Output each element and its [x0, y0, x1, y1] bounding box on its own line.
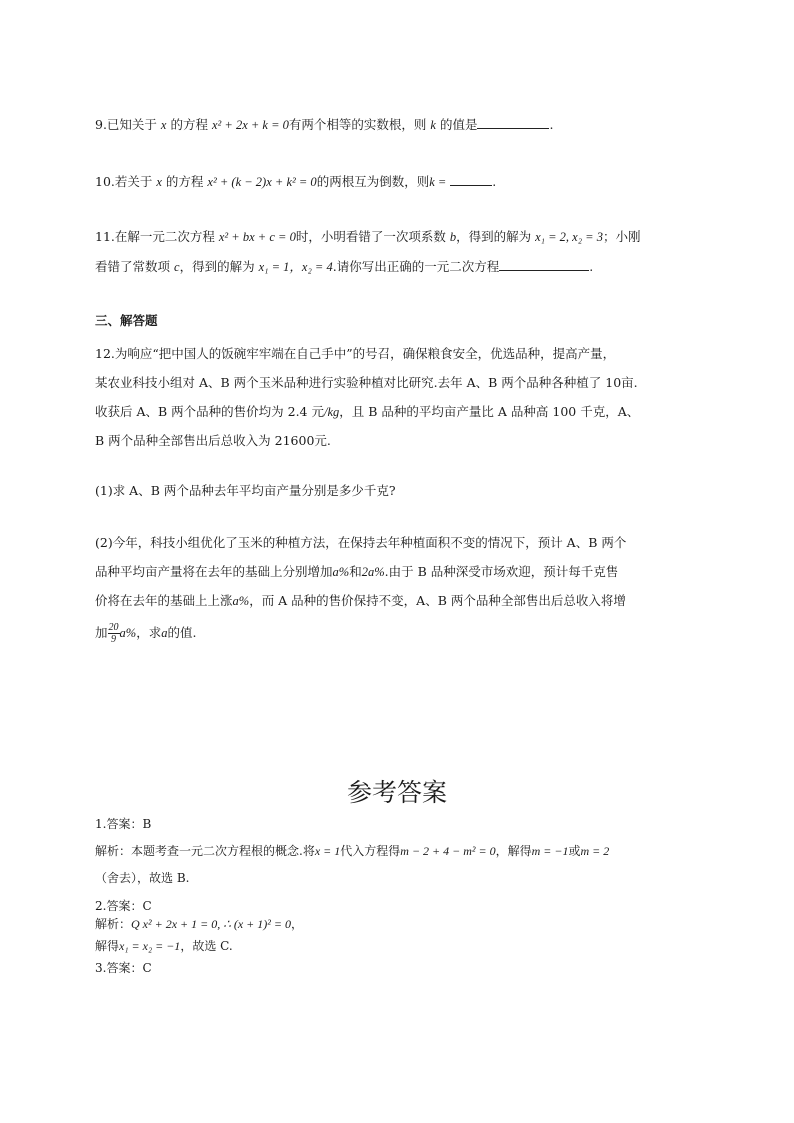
q12-line3-b: ，且 B 品种的平均亩产量比 A 品种高 100 千克，A、	[339, 404, 640, 419]
q9-mid: 的方程	[170, 117, 208, 132]
a1-expl-c: ，解得	[495, 844, 532, 858]
q10-end: .	[492, 174, 497, 189]
q10-k-eq: k =	[429, 175, 447, 189]
q11-line2-after2: .请你写出正确的一元二次方程	[332, 259, 500, 274]
a1-eq3: m = −1	[531, 844, 569, 858]
a1-expl-a: 解析：本题考查一元二次方程根的概念.将	[95, 844, 315, 858]
q12-sub2-line-3	[95, 593, 626, 609]
question-11-line-2	[95, 258, 593, 275]
q9-prefix: 9.已知关于	[95, 117, 157, 132]
q12-sub2-line-4	[95, 620, 196, 646]
q10-equation: x² + (k − 2)x + k² = 0	[207, 175, 317, 189]
q9-var-x: x	[160, 118, 167, 132]
q10-after: 的两根互为倒数，则	[316, 174, 430, 189]
q9-after: 有两个相等的实数根，则	[288, 117, 427, 132]
a1-eq1: x = 1	[314, 844, 341, 858]
answers-title: 参考答案	[346, 778, 447, 807]
q12-sub2-line-1: (2)今年，科技小组优化了玉米的种植方法，在保持去年种植面积不变的情况下，预计 A、B 两个	[95, 535, 627, 550]
q12-line-4: B 两个品种全部售出后总收入为 21600元.	[95, 433, 331, 448]
q12-line-1: 12.为响应“把中国人的饭碗牢牢端在自己手中”的号召，确保粮食安全，优选品种，提高产量，	[95, 346, 616, 361]
q12-sub2-line2-b: .由于 B 品种深受市场欢迎，预计每千克售	[384, 564, 619, 579]
a2-expl-a: 解析：	[95, 917, 132, 931]
answer-2-explanation	[95, 916, 303, 932]
q12-line-2: 某农业科技小组对 A、B 两个玉米品种进行实验种植对比研究.去年 A、B 两个品种各种植了 10亩.	[95, 375, 638, 390]
a2-expl-end: ，	[290, 917, 303, 931]
answer-2-label: 2.答案：C	[95, 899, 152, 913]
a1-eq4: m = 2	[580, 844, 610, 858]
q11-line1-end: ；小刚	[603, 229, 641, 244]
q10-answer-blank[interactable]	[450, 173, 492, 186]
q9-answer-blank[interactable]	[477, 116, 549, 129]
q11-solution-2: x₁ = 1，x₂ = 4	[258, 260, 333, 274]
q11-var-b: b	[449, 230, 457, 244]
question-9	[95, 116, 553, 133]
a2-eq2: x₁ = x₂ = −1	[119, 939, 181, 953]
q9-var-k: k	[430, 118, 436, 132]
question-11-line-1	[95, 229, 641, 245]
q11-after2: ，得到的解为	[456, 229, 532, 244]
q11-line2-text: 看错了常数项	[95, 259, 171, 274]
q12-and: 和	[349, 564, 362, 579]
q12-sub2-line4-a: 加	[95, 625, 108, 640]
q12-unit: /kg	[324, 405, 340, 419]
q9-end: .	[549, 117, 554, 132]
q12-sub2-line4-b: ，求	[136, 625, 162, 640]
q12-2a-pct: 2a%	[361, 565, 385, 579]
a2-expl2-b: ，故选 C.	[180, 939, 233, 953]
section-heading: 三、解答题	[95, 313, 158, 328]
answer-3-label: 3.答案：C	[95, 961, 152, 975]
q10-prefix: 10.若关于	[95, 174, 153, 189]
q10-var-x: x	[156, 175, 162, 189]
fraction-20-over-9	[108, 622, 120, 645]
q12-line-3	[95, 404, 639, 420]
q11-equation: x² + bx + c = 0	[218, 230, 296, 244]
q11-solution-1: x₁ = 2, x₂ = 3	[535, 230, 603, 244]
q12-sub2-line3-b: ，而 A 品种的售价保持不变，A、B 两个品种全部售出后总收入将增	[249, 593, 626, 608]
q11-line2-end: .	[589, 259, 594, 274]
q10-mid: 的方程	[165, 174, 204, 189]
q12-line3-pct: a%	[232, 594, 250, 608]
fraction-numerator: 20	[108, 622, 119, 633]
a1-expl-b: 代入方程得	[340, 844, 401, 858]
q12-sub2-line2-a: 品种平均亩产量将在去年的基础上分别增加	[95, 564, 333, 579]
a2-expl2-a: 解得	[95, 939, 120, 953]
answer-2-explanation-2	[95, 938, 233, 954]
q11-answer-blank[interactable]	[499, 258, 589, 271]
q12-a-pct: a%	[332, 565, 350, 579]
question-10	[95, 173, 496, 190]
q11-line2-after: ，得到的解为	[179, 259, 255, 274]
answer-1-explanation-2: （舍去），故选 B.	[95, 871, 190, 885]
q9-suffix: 的值是	[439, 117, 478, 132]
q12-sub2-line3-a: 价将在去年的基础上上涨	[95, 593, 233, 608]
answer-1-explanation	[95, 843, 609, 859]
q12-line3-a: 收获后 A、B 两个品种的售价均为 2.4 元	[95, 404, 324, 419]
q11-after: 时，小明看错了一次项系数	[295, 229, 446, 244]
q11-text: 11.在解一元二次方程	[95, 229, 215, 244]
q12-sub-1: (1)求 A、B 两个品种去年平均亩产量分别是多少千克?	[95, 483, 396, 498]
q12-var-a: a	[161, 626, 168, 640]
a2-eq: Q x² + 2x + 1 = 0, ∴ (x + 1)² = 0	[131, 917, 291, 931]
q12-sub2-line4-c: 的值.	[167, 625, 197, 640]
fraction-denominator: 9	[111, 634, 117, 645]
q9-equation: x² + 2x + k = 0	[211, 118, 289, 132]
q12-line4-pct: a%	[119, 626, 137, 640]
q12-sub2-line-2	[95, 564, 618, 580]
a1-or: 或	[568, 844, 581, 858]
a1-eq2: m − 2 + 4 − m² = 0	[400, 844, 496, 858]
q11-var-c: c	[174, 260, 180, 274]
answer-1-label: 1.答案：B	[95, 817, 152, 831]
